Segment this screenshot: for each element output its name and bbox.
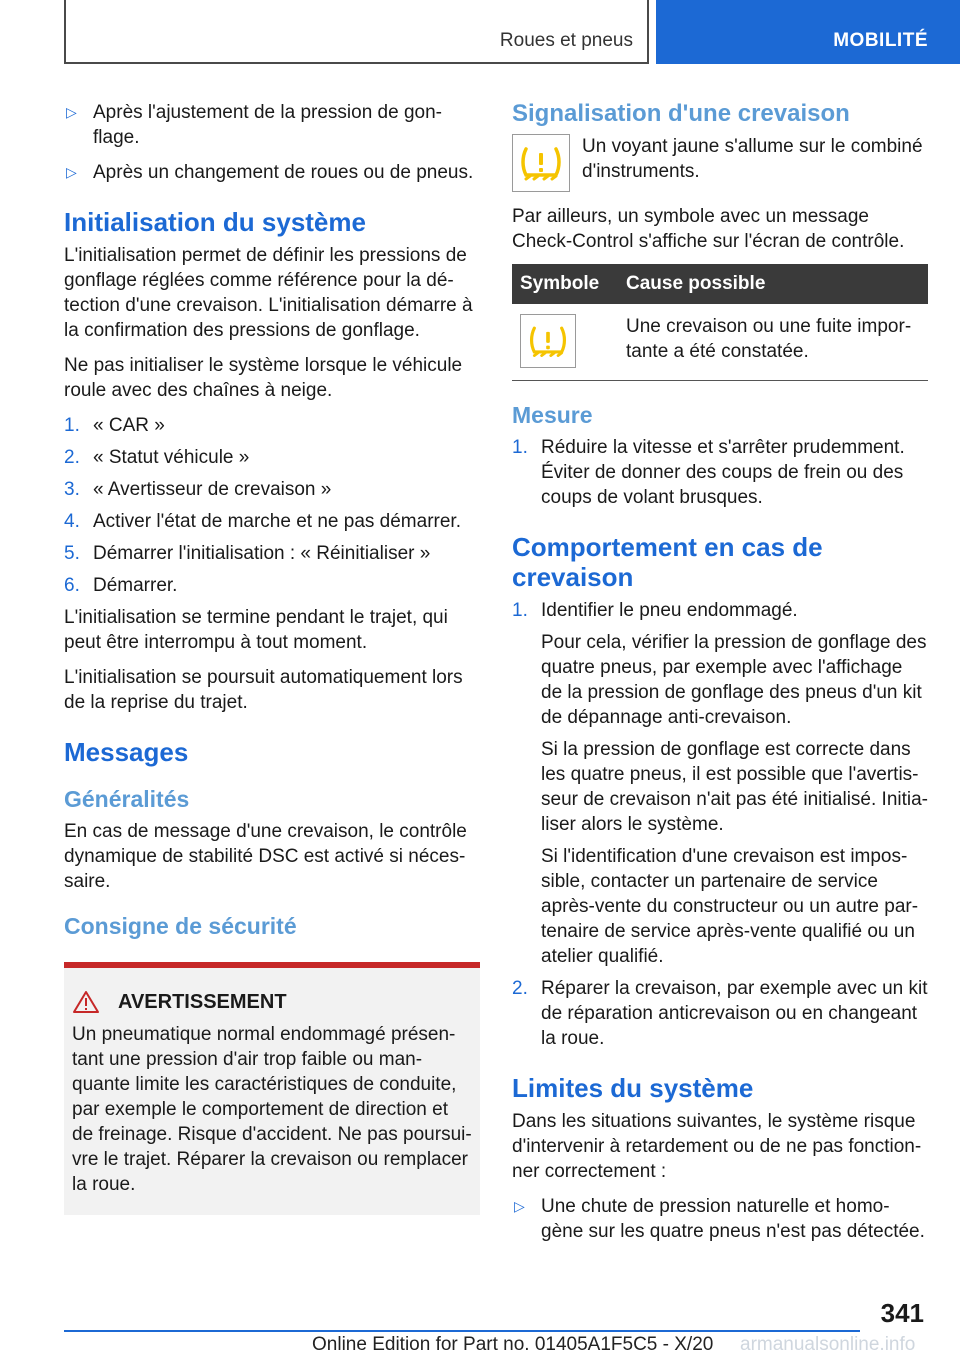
- table-header-cause: Cause possible: [618, 264, 928, 304]
- heading-messages: Messages: [64, 737, 189, 767]
- numbered-step: [64, 413, 480, 438]
- step-text: Démarrer.: [93, 575, 178, 596]
- page-header: [0, 0, 960, 66]
- warning-triangle-icon: [72, 990, 100, 1014]
- numbered-step: [64, 509, 480, 534]
- page-footer: [0, 1290, 960, 1362]
- step-paragraph: Si la pression de gonflage est correcte dans les quatre pneus, il est possible que l'avertis-seur de crevaison n'ait pas été initialisé. Initia-liser alors le système.: [541, 739, 928, 835]
- numbered-step: [512, 435, 928, 510]
- step-number: 2.: [512, 978, 528, 999]
- heading-initialisation: Initialisation du système: [64, 207, 366, 237]
- step-text: Réduire la vitesse et s'arrêter prudemment. Éviter de donner des coups de frein ou des coups de volant brusques.: [541, 437, 905, 508]
- list-item: [64, 160, 480, 185]
- paragraph: En cas de message d'une crevaison, le contrôle dynamique de stabilité DSC est activé si néces-saire.: [64, 821, 467, 892]
- step-paragraph: Si l'identification d'une crevaison est impos-sible, contacter un partenaire de service après-vente du constructeur ou un autre par-tenaire de service après-vente qualifié ou un atelier qualifié.: [541, 846, 919, 967]
- paragraph: Dans les situations suivantes, le système risque d'intervenir à retardement ou de ne pas fonction-ner correctement :: [512, 1111, 922, 1182]
- warning-box: [64, 962, 480, 1215]
- heading-generalites: Généralités: [64, 786, 190, 812]
- heading-signalisation: Signalisation d'une crevaison: [512, 100, 850, 127]
- step-number: 5.: [64, 543, 80, 564]
- chapter-header-box: [64, 0, 649, 64]
- step-text: « Avertisseur de crevaison »: [93, 479, 332, 500]
- cause-cell: Une crevaison ou une fuite impor-tante a été constatée.: [618, 304, 928, 381]
- step-number: 1.: [512, 600, 528, 621]
- list-item-text: Après un changement de roues ou de pneus.: [93, 162, 474, 183]
- signal-text: Un voyant jaune s'allume sur le combiné d'instruments.: [582, 136, 923, 182]
- paragraph: Par ailleurs, un symbole avec un message Check-Control s'affiche sur l'écran de contrôle.: [512, 206, 905, 252]
- list-item: [64, 100, 480, 150]
- section-tab: [656, 0, 960, 64]
- tire-pressure-warning-icon: [527, 322, 569, 360]
- list-item-text: Après l'ajustement de la pression de gon-flage.: [93, 102, 442, 148]
- numbered-step: [512, 976, 928, 1051]
- chapter-title: Roues et pneus: [499, 30, 633, 51]
- watermark: armanualsonline.info: [740, 1334, 916, 1355]
- warning-text: Un pneumatique normal endommagé présen-tant une pression d'air trop faible ou man-quante limite les caractéristiques de conduite, par exemple le comportement de direction et de freinage. Risque d'accident. Ne pas poursui-vre le trajet. Réparer la crevaison ou remplacer la roue.: [72, 1024, 472, 1195]
- table-header-symbol: Symbole: [512, 264, 618, 304]
- triangle-bullet-icon: ▷: [66, 164, 77, 180]
- edition-text: Online Edition for Part no. 01405A1F5C5 - X/20: [312, 1334, 714, 1355]
- paragraph: Ne pas initialiser le système lorsque le véhicule roule avec des chaînes à neige.: [64, 355, 463, 401]
- tpms-icon-frame: [512, 134, 570, 192]
- step-text: Identifier le pneu endommagé.: [541, 600, 798, 621]
- footer-divider: [64, 1330, 860, 1332]
- tire-pressure-warning-icon: [518, 143, 564, 183]
- numbered-step: [64, 477, 480, 502]
- page-number: 341: [880, 1298, 924, 1328]
- numbered-step: [64, 573, 480, 598]
- step-text: Activer l'état de marche et ne pas démarrer.: [93, 511, 461, 532]
- table-row: [512, 304, 928, 381]
- heading-mesure: Mesure: [512, 402, 593, 428]
- list-item: [512, 1194, 928, 1244]
- step-text: Réparer la crevaison, par exemple avec un kit de réparation anticrevaison ou en changeant la roue.: [541, 978, 928, 1049]
- step-number: 1.: [512, 437, 528, 458]
- numbered-step: [512, 598, 928, 623]
- symbol-table: [512, 264, 928, 381]
- paragraph: L'initialisation se poursuit automatiquement lors de la reprise du trajet.: [64, 667, 463, 713]
- step-number: 6.: [64, 575, 80, 596]
- numbered-step: [64, 445, 480, 470]
- heading-comportement: Comportement en cas de crevaison: [512, 532, 823, 592]
- step-number: 1.: [64, 415, 80, 436]
- step-number: 3.: [64, 479, 80, 500]
- step-text: « Statut véhicule »: [93, 447, 250, 468]
- step-text: Démarrer l'initialisation : « Réinitialiser »: [93, 543, 431, 564]
- paragraph: L'initialisation permet de définir les pressions de gonflage réglées comme référence pour la dé-tection d'une crevaison. L'initialisation démarre à la confirmation des pressions de gonflage.: [64, 245, 473, 341]
- right-column: [512, 100, 928, 1254]
- tpms-icon-frame: [520, 314, 576, 368]
- step-paragraph: Pour cela, vérifier la pression de gonflage des quatre pneus, par exemple avec l'affichage de la pression de gonflage des pneus d'un kit de dépannage anti-crevaison.: [541, 632, 927, 728]
- symbol-cell: [512, 304, 618, 381]
- heading-consigne: Consigne de sécurité: [64, 913, 297, 939]
- step-number: 4.: [64, 511, 80, 532]
- left-column: [64, 100, 480, 1215]
- step-text: « CAR »: [93, 415, 165, 436]
- heading-limites: Limites du système: [512, 1073, 754, 1103]
- warning-label: AVERTISSEMENT: [118, 990, 287, 1013]
- section-title: MOBILITÉ: [833, 30, 928, 51]
- paragraph: L'initialisation se termine pendant le trajet, qui peut être interrompu à tout moment.: [64, 607, 448, 653]
- numbered-step: [64, 541, 480, 566]
- triangle-bullet-icon: ▷: [514, 1198, 525, 1214]
- step-number: 2.: [64, 447, 80, 468]
- signal-row: [512, 134, 928, 192]
- triangle-bullet-icon: ▷: [66, 104, 77, 120]
- warning-header: [72, 990, 472, 1014]
- list-item-text: Une chute de pression naturelle et homo-gène sur les quatre pneus n'est pas détectée.: [541, 1196, 925, 1242]
